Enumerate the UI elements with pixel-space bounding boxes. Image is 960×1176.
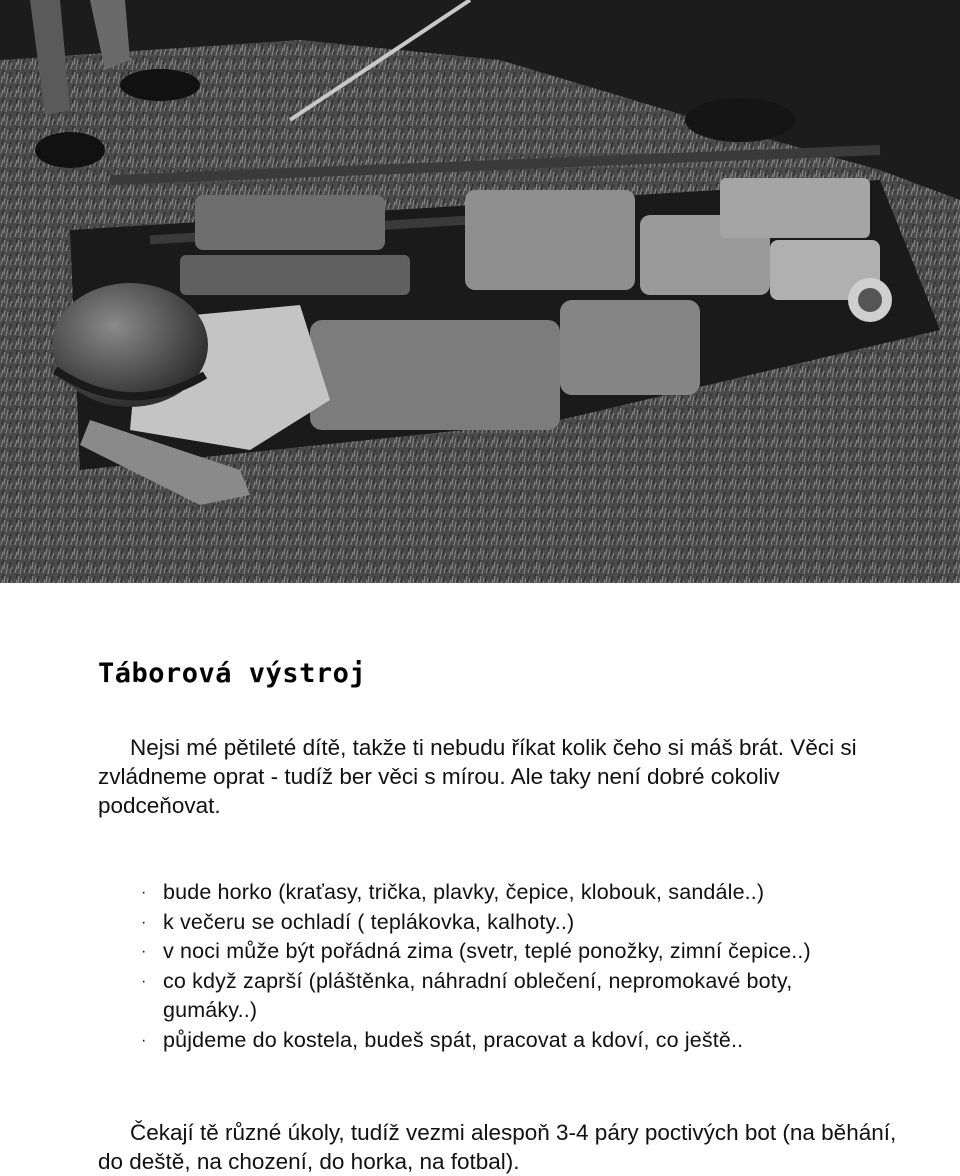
- bullet-icon: ·: [141, 884, 147, 901]
- list-item: [98, 878, 858, 908]
- list-item-text: půjdeme do kostela, budeš spát, pracovat a kdoví, co ještě..: [163, 1027, 744, 1052]
- list-item-text: v noci může být pořádná zima (svetr, teplé ponožky, zimní čepice..): [163, 939, 811, 963]
- closing-paragraph: Čekají tě různé úkoly, tudíž vezmi alespoň 3-4 páry poctivých bot (na běhání, do deště, na chození, do horka, na fotbal).: [98, 1120, 897, 1174]
- bullet-icon: ·: [141, 913, 147, 931]
- list-item-text: k večeru se ochladí ( teplákovka, kalhoty..): [163, 909, 575, 934]
- intro-paragraph: Nejsi mé pětileté dítě, takže ti nebudu říkat kolik čeho si máš brát. Věci si zvládneme oprat - tudíž ber věci s mírou. Ale taky není dobré cokoliv podceňovat.: [98, 735, 857, 818]
- list-item: [98, 908, 858, 938]
- packing-list: [98, 878, 858, 1055]
- list-item: [98, 967, 858, 1026]
- bullet-icon: ·: [141, 1031, 147, 1049]
- page-title: Táborová výstroj: [98, 658, 367, 689]
- list-item-text: bude horko (kraťasy, trička, plavky, čepice, klobouk, sandále..): [163, 880, 765, 904]
- camp-gear-photo: [0, 0, 960, 583]
- bullet-icon: ·: [141, 943, 147, 960]
- list-item-text: co když zaprší (pláštěnka, náhradní oblečení, nepromokavé boty, gumáky..): [163, 968, 793, 1022]
- list-item: [98, 1026, 858, 1056]
- bullet-icon: ·: [141, 972, 147, 990]
- list-item: [98, 937, 858, 967]
